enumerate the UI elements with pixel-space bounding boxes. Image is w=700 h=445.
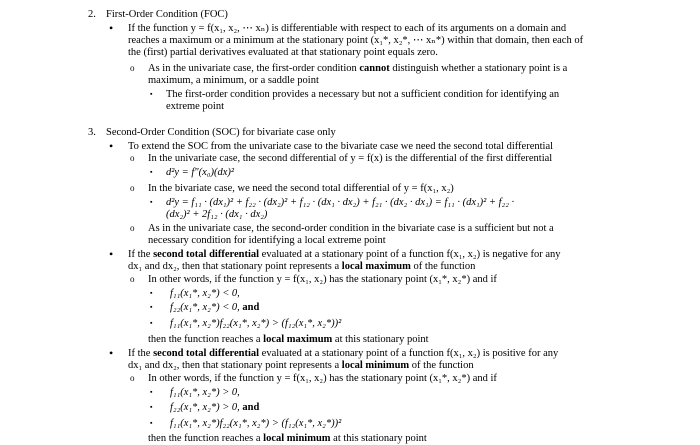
bullet-square: ▪ (150, 168, 153, 176)
bullet-dot: • (109, 139, 114, 153)
equation: d²y = f″(x₀)(dx)² (166, 167, 235, 178)
paragraph-line: In the univariate case, the second differential of y = f(x) is the differential of the first differential (148, 153, 553, 164)
section-2-number: 2. (88, 9, 96, 20)
bullet-circle: o (130, 223, 135, 233)
paragraph-line: extreme point (166, 101, 225, 112)
equation: (dx₂)² + 2f₁₂ · (dx₁ · dx₂) (166, 209, 268, 220)
bullet-circle: o (130, 153, 135, 163)
condition: f₁₁(x₁*, x₂*) > 0, (170, 387, 240, 398)
paragraph-line: If the function y = f(x₁, x₂, ⋯ xₙ) is differentiable with respect to each of its arguments on a domain and (128, 23, 567, 34)
bullet-square: ▪ (150, 303, 153, 311)
bullet-dot: • (109, 346, 114, 360)
bullet-circle: o (130, 63, 135, 73)
paragraph-line: then the function reaches a local minimum at this stationary point (148, 433, 427, 444)
bullet-square: ▪ (150, 289, 153, 297)
paragraph-line: In other words, if the function y = f(x₁, x₂) has the stationary point (x₁*, x₂*) and if (148, 373, 497, 384)
equation: d²y = f₁₁ · (dx₁)² + f₂₂ · (dx₂)² + f₁₂ · (dx₁ · dx₂) + f₂₁ · (dx₂ · dx₁) = f₁₁ · (dx₁)² + f₂₂ · (166, 197, 515, 208)
paragraph-line: maximum, a minimum, or a saddle point (148, 75, 319, 86)
paragraph-line: necessary condition for identifying a local extreme point (148, 235, 386, 246)
bullet-dot: • (109, 247, 114, 261)
section-3-number: 3. (88, 127, 96, 138)
paragraph-line: dx₁ and dx₂, then that stationary point represents a local maximum of the function (128, 261, 476, 272)
paragraph-line: dx₁ and dx₂, then that stationary point represents a local minimum of the function (128, 360, 474, 371)
section-3-title: Second-Order Condition (SOC) for bivariate case only (106, 127, 336, 138)
condition: f₁₁(x₁*, x₂*)f₂₂(x₁*, x₂*) > (f₁₂(x₁*, x₂*))² (170, 318, 342, 329)
paragraph-line: To extend the SOC from the univariate case to the bivariate case we need the second total differential (128, 141, 554, 152)
paragraph-line: If the second total differential evaluated at a stationary point of a function f(x₁, x₂) is negative for any (128, 249, 561, 260)
paragraph-line: then the function reaches a local maximum at this stationary point (148, 334, 429, 345)
bullet-square: ▪ (150, 403, 153, 411)
condition: f₁₁(x₁*, x₂*)f₂₂(x₁*, x₂*) > (f₁₂(x₁*, x₂*))² (170, 418, 342, 429)
condition: f₁₁(x₁*, x₂*) < 0, (170, 288, 240, 299)
paragraph-line: reaches a maximum or a minimum at the stationary point (x₁*, x₂*, ⋯ xₙ*) within that domain, then each of (128, 35, 584, 46)
condition: f₂₂(x₁*, x₂*) < 0, and (170, 302, 260, 313)
paragraph-line: In the bivariate case, we need the second total differential of y = f(x₁, x₂) (148, 183, 454, 194)
paragraph-line: If the second total differential evaluated at a stationary point of a function f(x₁, x₂) is positive for any (128, 348, 559, 359)
bullet-square: ▪ (150, 198, 153, 206)
bullet-dot: • (109, 21, 114, 35)
bullet-square: ▪ (150, 319, 153, 327)
bullet-circle: o (130, 183, 135, 193)
paragraph-line: the (first) partial derivatives evaluated at that stationary point equals zero. (128, 47, 438, 58)
paragraph-line: As in the univariate case, the first-order condition cannot distinguish whether a stationary point is a (148, 63, 568, 74)
bullet-square: ▪ (150, 90, 153, 98)
condition: f₂₂(x₁*, x₂*) > 0, and (170, 402, 260, 413)
section-2-title: First-Order Condition (FOC) (106, 9, 228, 20)
bullet-square: ▪ (150, 419, 153, 427)
bullet-square: ▪ (150, 388, 153, 396)
paragraph-line: As in the univariate case, the second-order condition in the bivariate case is a sufficient but not a (148, 223, 554, 234)
bullet-circle: o (130, 274, 135, 284)
paragraph-line: The first-order condition provides a necessary but not a sufficient condition for identifying an (166, 89, 560, 100)
bullet-circle: o (130, 373, 135, 383)
paragraph-line: In other words, if the function y = f(x₁, x₂) has the stationary point (x₁*, x₂*) and if (148, 274, 497, 285)
